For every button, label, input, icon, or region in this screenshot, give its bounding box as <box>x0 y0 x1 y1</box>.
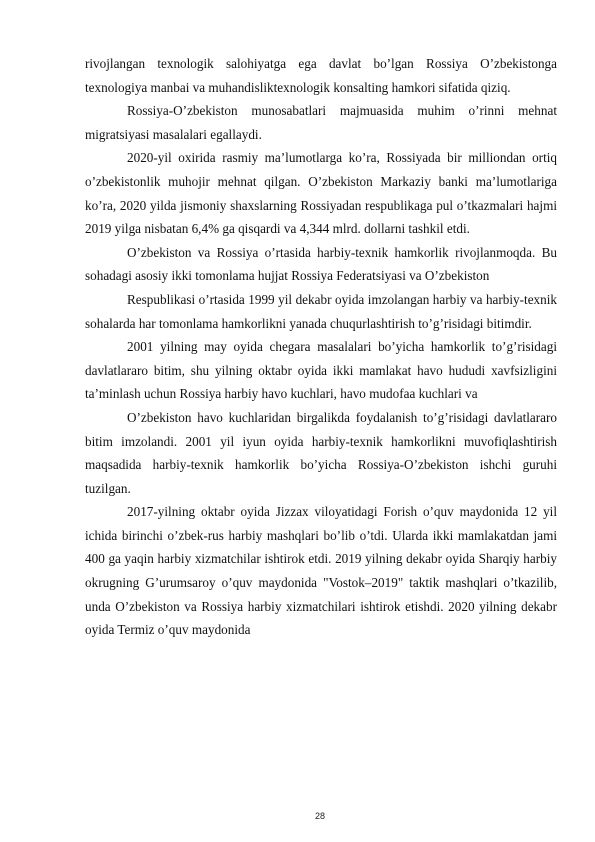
paragraph-3: 2020-yil oxirida rasmiy ma’lumotlarga ko’ra, Rossiyada bir milliondan ortiq o’zbekistonlik muhojir mehnat qilgan. O’zbekiston Markaziy banki ma’lumotlariga ko’ra, 2020 yilda jismoniy shaxslarning Rossiyadan respublikaga pul o’tkazmalari hajmi 2019 yilga nisbatan 6,4% ga qisqardi va 4,344 mlrd. dollarni tashkil etdi. <box>85 150 557 237</box>
paragraph-4: O’zbekiston va Rossiya o’rtasida harbiy-texnik hamkorlik rivojlanmoqda. Bu sohadagi asosiy ikki tomonlama hujjat Rossiya Federatsiyasi va O’zbekiston <box>85 244 557 284</box>
paragraph-5: Respublikasi o’rtasida 1999 yil dekabr oyida imzolangan harbiy va harbiy-texnik sohalarda har tomonlama hamkorlikni yanada chuqurlashtirish to’g’risidagi bitimdir. <box>85 291 557 331</box>
paragraph-2: Rossiya-O’zbekiston munosabatlari majmuasida muhim o’rinni mehnat migratsiyasi masalalari egallaydi. <box>85 103 557 142</box>
paragraph-1: rivojlangan texnologik salohiyatga ega davlat bo’lgan Rossiya O’zbekistonga texnologiya manbai va muhandisliktexnologik konsalting hamkori sifatida qiziq. <box>85 56 557 95</box>
paragraph-6: 2001 yilning may oyida chegara masalalari bo’yicha hamkorlik to’g’risidagi davlatlararo bitim, shu yilning oktabr oyida ikki mamlakat havo hududi xavfsizligini ta’minlash uchun Rossiya harbiy havo kuchlari, havo mudofaa kuchlari va <box>85 339 557 402</box>
paragraph-8: 2017-yilning oktabr oyida Jizzax viloyatidagi Forish o’quv maydonida 12 yil ichida birinchi o’zbek-rus harbiy mashqlari bo’lib o’tdi. Ularda ikki mamlakatdan jami 400 ga yaqin harbiy xizmatchilar ishtirok etdi. 2019 yilning dekabr oyida Sharqiy harbiy okrugning G’urumsaroy o’quv maydonida "Vostok–2019" taktik mashqlari o’tkazilib, unda O’zbekiston va Rossiya harbiy xizmatchilari ishtirok etishdi. 2020 yilning dekabr oyida Termiz o’quv maydonida <box>85 504 557 638</box>
body-text <box>85 52 557 642</box>
page-number: 28 <box>314 811 325 821</box>
paragraph-7: O’zbekiston havo kuchlaridan birgalikda foydalanish to’g’risidagi davlatlararo bitim imzolandi. 2001 yil iyun oyida harbiy-texnik hamkorlikni muvofiqlashtirish maqsadida harbiy-texnik hamkorlik bo’yicha Rossiya-O’zbekiston ishchi guruhi tuzilgan. <box>85 409 557 496</box>
